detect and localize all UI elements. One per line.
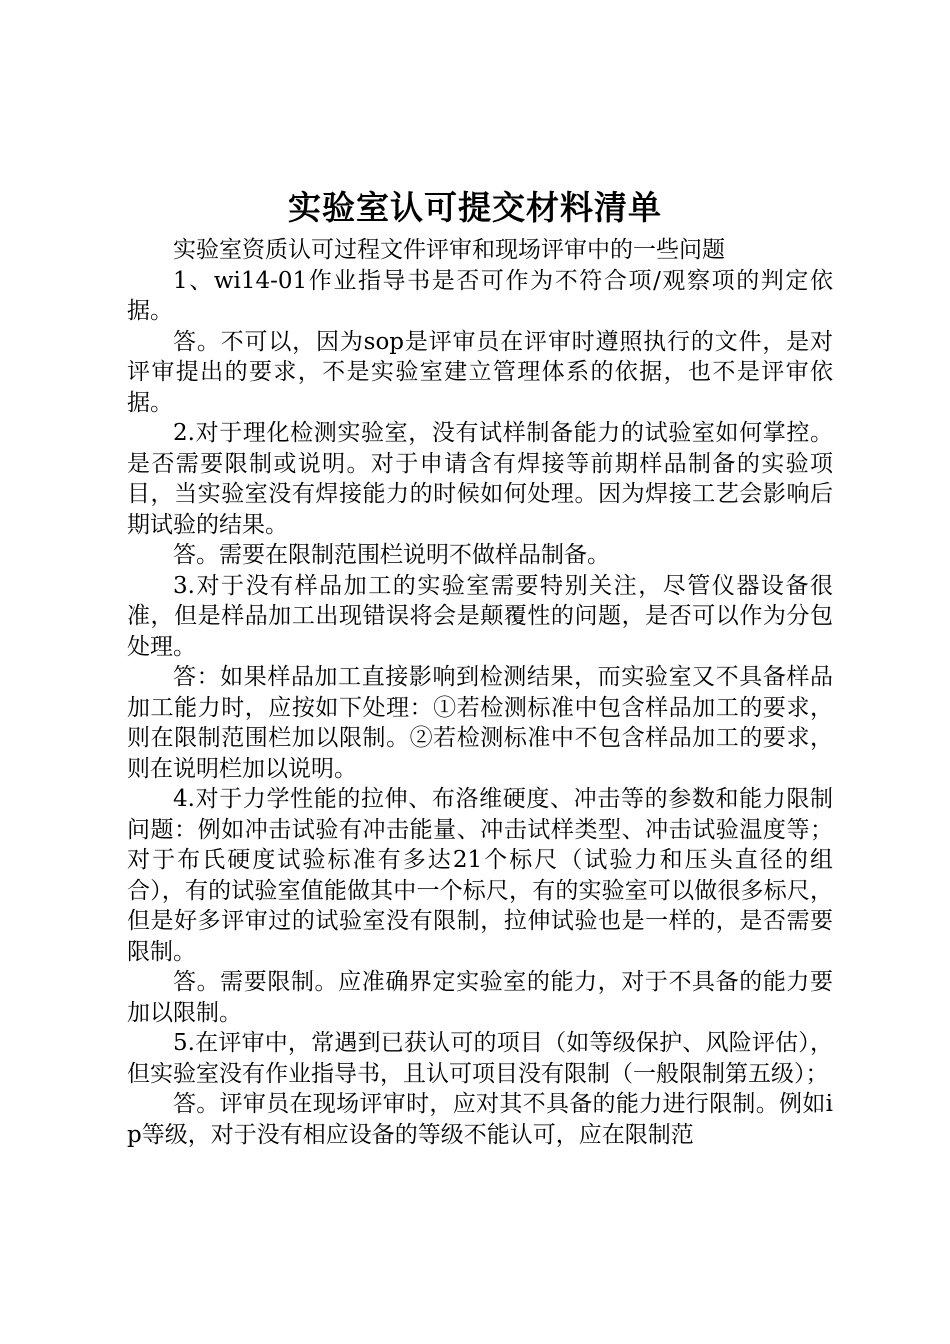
paragraph-answer-3: 答：如果样品加工直接影响到检测结果，而实验室又不具备样品加工能力时，应按如下处理：①若检测标准中包含样品加工的要求，则在限制范围栏加以限制。②若检测标准中不包含样品加工的要求，则在说明栏加以说明。	[127, 664, 833, 782]
paragraph-question-3: 3.对于没有样品加工的实验室需要特别关注，尽管仪器设备很准，但是样品加工出现错误将会是颠覆性的问题，是否可以作为分包处理。	[127, 572, 833, 660]
document-body	[127, 235, 833, 1150]
paragraph-answer-5: 答。评审员在现场评审时，应对其不具备的能力进行限制。例如ip等级，对于没有相应设备的等级不能认可，应在限制范	[127, 1091, 833, 1148]
paragraph-answer-4: 答。需要限制。应准确界定实验室的能力，对于不具备的能力要加以限制。	[127, 969, 833, 1026]
paragraph-question-2: 2.对于理化检测实验室，没有试样制备能力的试验室如何掌控。是否需要限制或说明。对于申请含有焊接等前期样品制备的实验项目，当实验室没有焊接能力的时候如何处理。因为焊接工艺会影响后期试验的结果。	[127, 420, 833, 538]
paragraph-answer-2: 答。需要在限制范围栏说明不做样品制备。	[173, 542, 610, 568]
paragraph-subtitle: 实验室资质认可过程文件评审和现场评审中的一些问题	[173, 237, 725, 263]
paragraph-question-1: 1、wi14-01作业指导书是否可作为不符合项/观察项的判定依据。	[127, 267, 833, 324]
paragraph-question-4: 4.对于力学性能的拉伸、布洛维硬度、冲击等的参数和能力限制问题：例如冲击试验有冲击能量、冲击试样类型、冲击试验温度等；对于布氏硬度试验标准有多达21个标尺（试验力和压头直径的组合），有的试验室值能做其中一个标尺，有的实验室可以做很多标尺，但是好多评审过的试验室没有限制，拉伸试验也是一样的，是否需要限制。	[127, 786, 833, 965]
paragraph-question-5: 5.在评审中，常遇到已获认可的项目（如等级保护、风险评估），但实验室没有作业指导书，且认可项目没有限制（一般限制第五级）；	[127, 1030, 833, 1087]
document-title: 实验室认可提交材料清单	[288, 188, 662, 227]
paragraph-answer-1: 答。不可以，因为sop是评审员在评审时遵照执行的文件，是对评审提出的要求，不是实验室建立管理体系的依据，也不是评审依据。	[127, 328, 833, 416]
